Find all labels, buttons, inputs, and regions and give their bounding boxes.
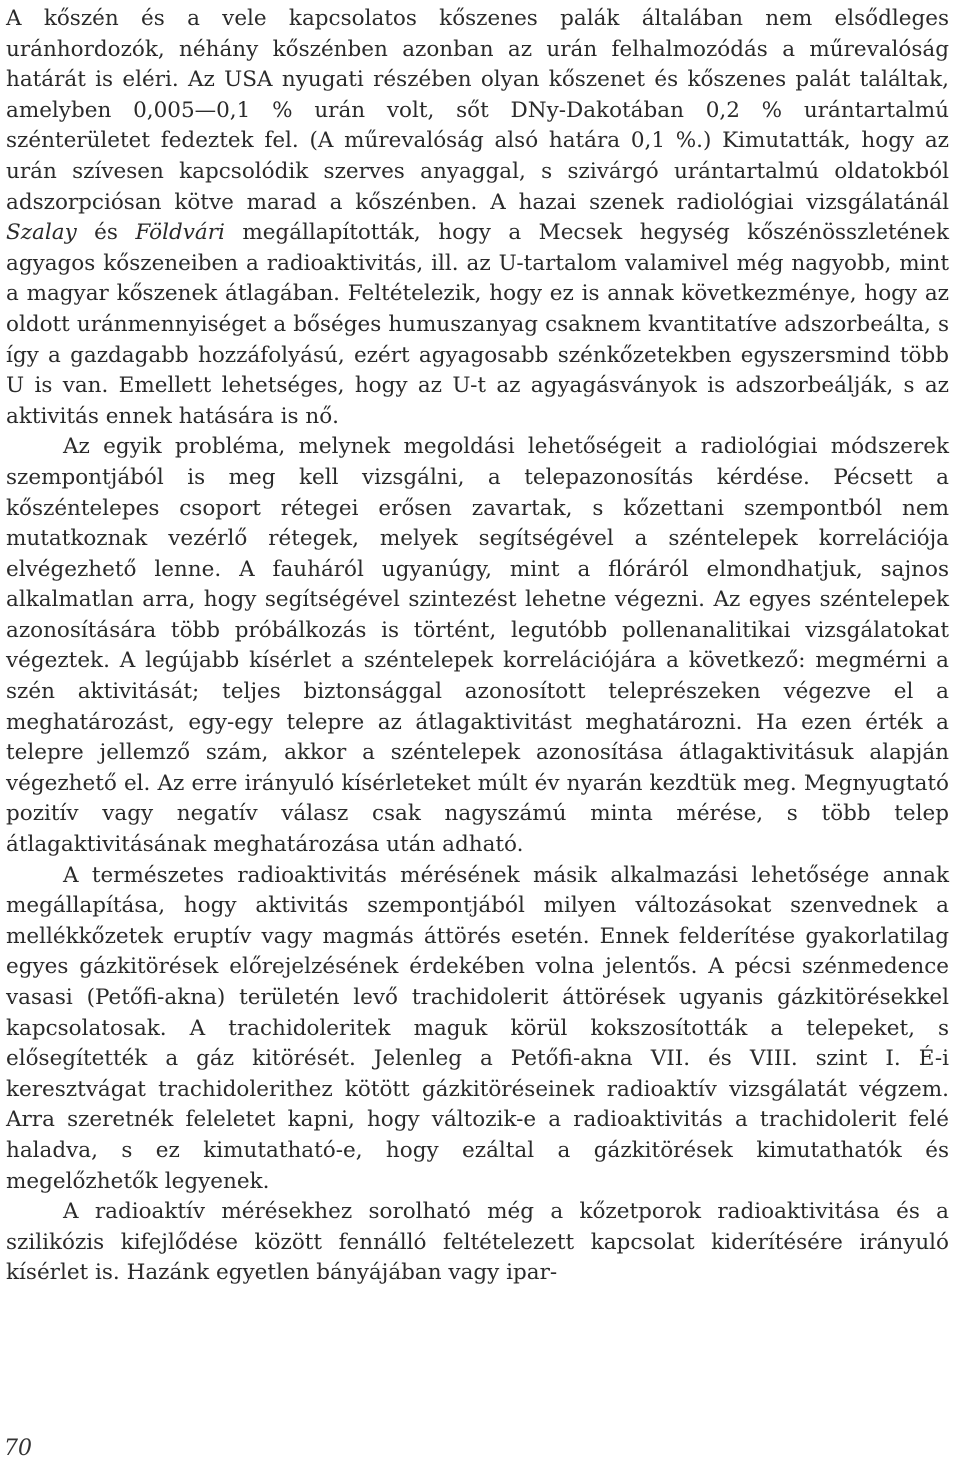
paragraph-4 [6,1197,949,1289]
paragraph-3 [6,861,949,1198]
paragraph-3-text: A természetes radioaktivitás mérésének másik alkalmazási lehetősége annak megállapítása, hogy aktivitás szempontjából milyen változásokat szenvednek a mellékkőzetek eruptív vagy magmás áttörés esetén. Ennek felderítése gyakorlatilag egyes gázkitörések előrejelzésének érdekében volna jelentős. A pécsi szénmedence vasasi (Petőfi-akna) területén levő trachidolerit áttörések ugyanis gázkitörésekkel kapcsolatosak. A trachidoleritek maguk körül kokszosították a telepeket, s elősegítették a gáz kitörését. Jelenleg a Petőfi-akna VII. és VIII. szint I. É-i keresztvágat trachidolerithez kötött gázkitöréseinek radioaktív vizsgálatát végzem. Arra szeretnék feleletet kapni, hogy változik-e a radioaktivitás a trachidolerit felé haladva, s ez kimutatható-e, hogy ezáltal a gázkitörések kimutathatók és megelőzhetők legyenek. [6,862,949,1194]
page-number: 70 [4,1436,32,1461]
author-name-foldvari: Földvári [135,220,225,246]
paragraph-2-text: Az egyik probléma, melynek megoldási lehetőségeit a radiológiai módszerek szempontjából is meg kell vizsgálni, a telepazonosítás kérdése. Pécsett a kőszéntelepes csoport rétegei erősen zavartak, s kőzettani szempontból nem mutatkoznak vezérlő rétegek, melyek segítségével a széntelepek korrelációja elvégezhető lenne. A fauháról ugyanúgy, mint a flóráról elmondhatjuk, sajnos alkalmatlan arra, hogy segítségével szintezést lehetne végezni. Az egyes széntelepek azonosítására több próbálkozás is történt, legutóbb pollenanalitikai vizsgálatokat végeztek. A legújabb kísérlet a széntelepek korrelációjára a következő: megmérni a szén aktivitását; teljes biztonsággal azonosított teleprészeken végezve el a meghatározást, egy-egy telepre az átlagaktivitást meghatározni. Ha ezen érték a telepre jellemző szám, akkor a széntelepek azonosítása átlagaktivitásuk alapján végezhető el. Az erre irányuló kísérleteket múlt év nyarán kezdtük meg. Megnyugtató pozitív vagy negatív válasz csak nagyszámú minta mérése, s több telep átlagaktivitásának meghatározása után adható. [6,434,949,858]
paragraph-1-text-a: A kőszén és a vele kapcsolatos kőszenes palák általában nem elsődleges uránhordozók, néhány kőszénben azonban az urán felhalmozódás a műrevalóság határát is eléri. Az USA nyugati részében olyan kőszenet és kőszenes palát találtak, amelyben 0,005—0,1 % urán volt, sőt DNy-Dakotában 0,2 % urántartalmú szénterületet fedeztek fel. (A műrevalóság alsó határa 0,1 %.) Kimutatták, hogy az urán szívesen kapcsolódik szerves anyaggal, s szivárgó urántartalmú oldatokból adszorpciósan kötve marad a kőszénben. A hazai szenek radiológiai vizsgálatánál [6,6,949,215]
author-name-szalay: Szalay [6,220,77,246]
paragraph-1 [6,4,949,432]
document-page [6,4,949,1289]
paragraph-4-text: A radioaktív mérésekhez sorolható még a kőzetporok radioaktivitása és a szilikózis kifejlődése között fennálló feltételezett kapcsolat kiderítésére irányuló kísérlet is. Hazánk egyetlen bányájában vagy ipar- [6,1199,949,1286]
paragraph-2 [6,432,949,860]
paragraph-1-text-c: megállapították, hogy a Mecsek hegység kőszénösszletének agyagos kőszeneiben a radioaktivitás, ill. az U-tartalom valamivel még nagyobb, mint a magyar kőszenek átlagában. Feltételezik, hogy ez is annak következménye, hogy az oldott uránmennyiséget a bőséges humuszanyag csaknem kvantitatíve adszorbeálta, s így a gazdagabb hozzáfolyású, ezért agyagosabb szénkőzetekben egyszersmind több U is van. Emellett lehetséges, hogy az U-t az agyagásványok is adszorbeálják, s az aktivitás ennek hatására is nő. [6,220,949,429]
paragraph-1-text-b: és [76,220,136,246]
